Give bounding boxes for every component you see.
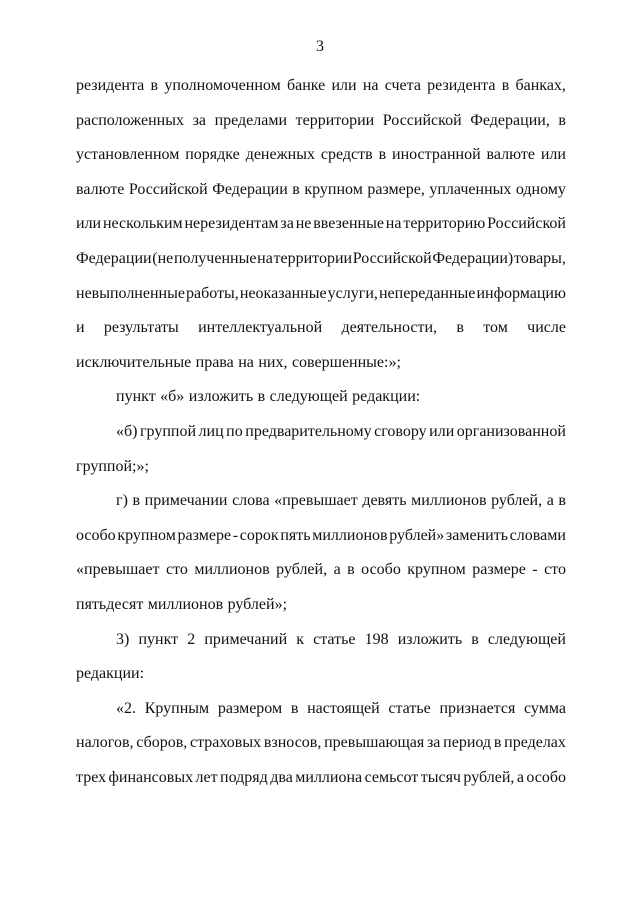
word: Федерации, [470, 111, 550, 129]
word: непереданные [378, 284, 476, 302]
word: или [76, 215, 102, 233]
word: числе [527, 319, 566, 337]
word: территории [295, 111, 375, 129]
word: рублей, [276, 561, 328, 579]
word: 2 [187, 630, 196, 648]
word: счета [384, 77, 421, 94]
word: редакции: [352, 388, 421, 406]
word: миллионов [147, 595, 224, 613]
word: рублей» [389, 526, 445, 544]
word: услуги, [327, 284, 378, 302]
word: пункт [116, 388, 156, 406]
word: совершенные:»; [291, 353, 401, 371]
word: пять [280, 526, 311, 544]
text-line [76, 526, 566, 561]
word: в [292, 180, 300, 198]
word: а [546, 492, 554, 510]
word: установленном [76, 146, 180, 164]
word: два [270, 768, 293, 786]
word: в [493, 734, 502, 752]
word: расположенных [76, 111, 184, 129]
word: семьсот [364, 768, 419, 786]
word: порядке [185, 146, 240, 164]
word: пункт [138, 630, 179, 648]
word: слова [232, 492, 270, 510]
word: пределах [504, 734, 566, 752]
word: интеллектуальной [198, 319, 323, 337]
word: страховых [190, 734, 262, 752]
text-line [76, 422, 566, 457]
word: статье [313, 630, 356, 648]
word: - [232, 526, 239, 544]
word: следующей [487, 630, 566, 648]
word: 198 [364, 630, 389, 648]
word: девять [362, 492, 407, 510]
word: в [257, 388, 266, 406]
word: в [378, 146, 387, 164]
word: деятельности, [341, 319, 438, 337]
word: группой;»; [76, 457, 149, 475]
word: банке [286, 77, 326, 94]
word: в [558, 492, 566, 510]
word: или [429, 422, 455, 440]
word: валюте [486, 146, 535, 164]
word: в [558, 111, 566, 129]
word: за [280, 215, 294, 233]
word: в [471, 630, 479, 648]
word: на [257, 249, 273, 267]
word: на [385, 215, 402, 233]
word: информацию [476, 284, 566, 302]
word: Федерации [76, 249, 152, 267]
word: территорию [403, 215, 486, 233]
word: в [501, 77, 510, 94]
word: превышающая [324, 734, 425, 752]
word: (не [152, 249, 174, 267]
word: средств [320, 146, 373, 164]
word: изложить [188, 388, 254, 406]
word: особо [526, 768, 566, 786]
word: валюте [76, 180, 125, 198]
word: рублей, [463, 768, 515, 786]
word: рублей, [491, 492, 543, 510]
word: статье [388, 699, 431, 717]
word: миллионов [411, 492, 487, 510]
word: лиц [198, 422, 224, 440]
word: признается [439, 699, 516, 717]
word: сто [544, 561, 566, 579]
word: «превышает [274, 492, 358, 510]
text-line [76, 733, 566, 768]
word: сумма [524, 699, 566, 717]
word: «2. [116, 699, 136, 717]
word: особо [76, 526, 116, 544]
word: а [516, 768, 524, 786]
word: подряд [220, 768, 268, 786]
word: резидента [427, 77, 496, 94]
word: «б) [116, 422, 138, 440]
word: размере [472, 561, 526, 579]
word: за [426, 734, 441, 752]
word: сорок [239, 526, 279, 544]
word: сговору [374, 422, 427, 440]
text-line [76, 284, 566, 319]
text-line [76, 111, 566, 146]
word: в [290, 699, 299, 717]
word: банках, [515, 77, 566, 94]
text-line [76, 595, 566, 630]
word: или [331, 77, 357, 94]
word: а [333, 561, 341, 579]
word: «превышает [76, 561, 160, 579]
word: изложить [397, 630, 463, 648]
text-line [76, 560, 566, 595]
word: миллионов [194, 561, 270, 579]
page-number: 3 [316, 38, 324, 55]
text-line [76, 76, 566, 111]
word: предварительному [245, 422, 372, 440]
word: лет [195, 768, 218, 786]
word: нескольким [102, 215, 183, 233]
word: результаты [103, 319, 179, 337]
word: следующей [269, 388, 348, 406]
word: Федерации) [432, 249, 514, 267]
text-line [76, 457, 566, 492]
word: нерезидентам [184, 215, 279, 233]
word: Российской [352, 249, 432, 267]
word: налогов, [76, 734, 134, 752]
word: сто [165, 561, 188, 579]
word: сборов, [136, 734, 188, 752]
word: или [540, 146, 566, 164]
word: товары, [513, 249, 566, 267]
word: за [192, 111, 206, 129]
word: словами [509, 526, 566, 544]
word: примечаний [204, 630, 288, 648]
word: полученные [173, 249, 257, 267]
word: права [195, 353, 234, 371]
word: невыполненные [76, 284, 185, 302]
word: г) [116, 492, 128, 510]
word: тысяч [420, 768, 461, 786]
word: в [456, 319, 464, 337]
word: на [362, 77, 379, 94]
word: Российской [487, 215, 566, 233]
word: по [226, 422, 243, 440]
word: на [238, 353, 254, 371]
word: работы, [186, 284, 239, 302]
word: 3) [116, 630, 130, 648]
word: крупном [407, 561, 466, 579]
word: к [296, 630, 305, 648]
word: размером [217, 699, 283, 717]
text-line [76, 630, 566, 665]
text-line [76, 768, 566, 803]
word: в [150, 77, 159, 94]
word: «б» [160, 388, 185, 406]
word: и [76, 319, 85, 337]
word: исключительные [76, 353, 192, 371]
word: трех [76, 768, 107, 786]
word: уплаченных [429, 180, 512, 198]
word: одному [515, 180, 566, 198]
word: не [295, 215, 312, 233]
word: миллионов [312, 526, 388, 544]
word: размере, [367, 180, 425, 198]
word: ввезенные [313, 215, 384, 233]
text-line [76, 387, 566, 422]
text-line [76, 664, 566, 699]
word: миллиона [295, 768, 363, 786]
word: Крупным [144, 699, 210, 717]
text-line [76, 180, 566, 215]
text-line [76, 145, 566, 180]
word: в [132, 492, 141, 510]
word: крупном [117, 526, 176, 544]
word: уполномоченном [164, 77, 281, 94]
word: настоящей [307, 699, 380, 717]
text-line [76, 353, 566, 388]
word: размере [177, 526, 232, 544]
word: крупном [304, 180, 363, 198]
word: особо [361, 561, 401, 579]
word: - [532, 561, 538, 579]
word: территории [273, 249, 353, 267]
text-line [76, 491, 566, 526]
word: резидента [76, 77, 145, 94]
word: редакции: [76, 665, 145, 683]
text-line [76, 699, 566, 734]
word: пятьдесят [76, 595, 144, 613]
word: примечании [144, 492, 228, 510]
word: неоказанные [239, 284, 327, 302]
word: период [443, 734, 492, 752]
word: финансовых [108, 768, 194, 786]
word: пределами [214, 111, 288, 129]
word: том [483, 319, 508, 337]
word: в [347, 561, 355, 579]
text-line [76, 249, 566, 284]
word: организованной [456, 422, 566, 440]
word: Российской [128, 180, 208, 198]
document-body [76, 76, 566, 802]
word: иностранной [392, 146, 481, 164]
word: денежных [245, 146, 315, 164]
word: взносов, [263, 734, 322, 752]
word: Российской [382, 111, 462, 129]
word: Федерации [212, 180, 288, 198]
word: рублей»; [227, 595, 288, 613]
text-line [76, 318, 566, 353]
text-line [76, 214, 566, 249]
word: заменить [445, 526, 508, 544]
word: группой [139, 422, 197, 440]
word: них, [258, 353, 288, 371]
